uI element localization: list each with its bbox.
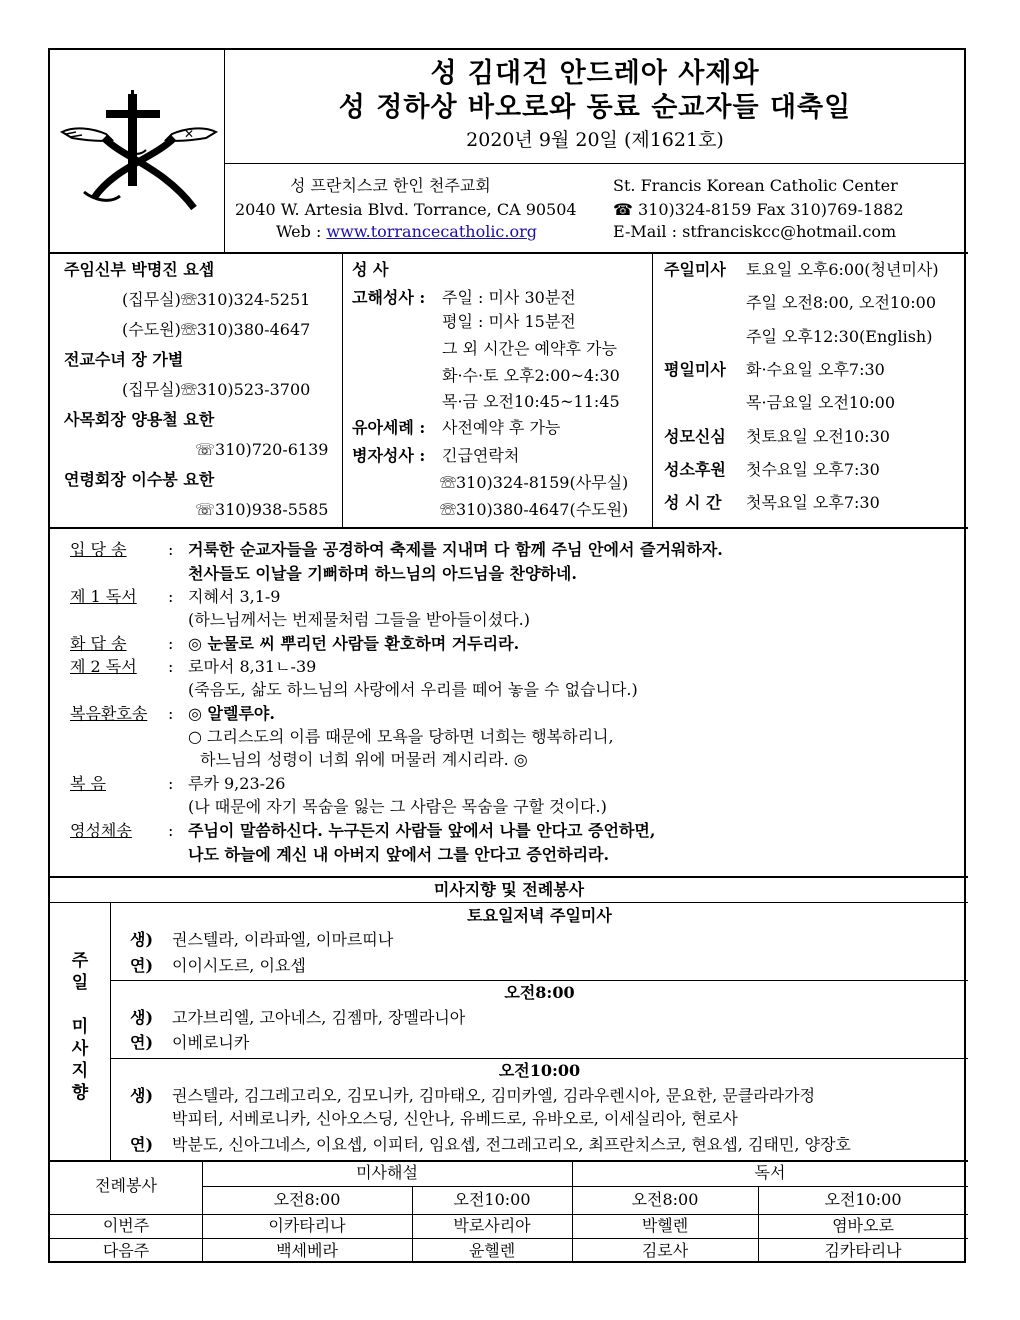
sick-line: 긴급연락처 [442,446,520,465]
holy-hour-label: 성 시 간 [664,493,722,512]
baptism-label: 유아세례 : [352,418,426,437]
reading-line: 천사들도 이날을 기뻐하며 하느님의 아드님을 찬양하네. [188,564,577,583]
feast-title-line2: 성 정하상 바오로와 동료 순교자들 대축일 [338,92,852,123]
dead-label: 연) [130,1135,154,1154]
website-link[interactable]: www.torrancecatholic.org [326,222,537,241]
reading-line: 지혜서 3,1-9 [188,587,281,606]
baptism-text: 사전예약 후 가능 [442,418,561,437]
web-label: Web : [276,222,327,241]
church-logo [54,88,224,218]
reading-line: 하느님의 성령이 너희 위에 머물러 계시리라. ◎ [200,750,528,769]
intentions-heading: 미사지향 및 전례봉사 [433,880,585,899]
reading-sep: : [168,634,174,653]
reading-line: 로마서 8,31ㄴ-39 [188,657,317,676]
reading-line: ◎ 알렐루야. [188,704,275,723]
senior-chair-phone: ☏310)938-5585 [195,500,329,519]
server-name: 김로사 [641,1241,689,1260]
intentions-side-label: 주 일 미 사 지 향 [71,951,89,1103]
sister-name: 전교수녀 장 가별 [64,350,184,369]
bulletin-page [48,48,966,1263]
church-web [276,222,537,242]
pastor-name: 주임신부 박명진 요셉 [64,260,215,279]
living-label: 생) [130,930,154,949]
reading-header: 독서 [754,1163,786,1182]
reading-label: 영성체송 [70,821,132,840]
sick-label: 병자성사 : [352,446,426,465]
weekday-mass-line: 화·수요일 오후7:30 [746,360,885,379]
sunday-mass-label: 주일미사 [664,260,726,279]
reading-label: 복음환호송 [70,704,148,723]
marian-text: 첫토요일 오전10:30 [746,427,890,446]
mass-title: 오전8:00 [504,983,575,1002]
reading-label: 화 답 송 [70,634,127,653]
reading-line: 거룩한 순교자들을 공경하여 축제를 지내며 다 함께 주님 안에서 즐거워하자. [188,540,723,559]
dead-names: 박분도, 신아그네스, 이요셉, 이피터, 임요셉, 전그레고리오, 최프란치스코, 현요셉, 김태민, 양장호 [172,1135,851,1154]
service-time: 오전8:00 [273,1190,341,1209]
living-names: 박피터, 서베로니카, 신아오스딩, 신안나, 유베드로, 유바오로, 이세실리아, 현로사 [172,1109,738,1128]
reading-line: (하느님께서는 번제물처럼 그들을 받아들이셨다.) [188,610,530,629]
feast-title-line1: 성 김대건 안드레아 사제와 [430,58,760,89]
council-chair-phone: ☏310)720-6139 [195,440,329,459]
mass-title: 토요일저녁 주일미사 [467,906,612,925]
week-label: 다음주 [102,1241,150,1260]
server-name: 이카타리나 [268,1216,346,1235]
reading-sep: : [168,704,174,723]
reading-line: (죽음도, 삶도 하느님의 사랑에서 우리를 떼어 놓을 수 없습니다.) [188,680,638,699]
sister-office-phone: (집무실)☏310)523-3700 [122,380,311,399]
service-time: 오전10:00 [824,1190,902,1209]
svg-text:✕: ✕ [184,127,195,141]
mass-title: 오전10:00 [498,1061,581,1080]
reading-sep: : [168,587,174,606]
patron-text: 첫수요일 오후7:30 [746,460,880,479]
holy-hour-text: 첫목요일 오후7:30 [746,493,880,512]
living-label: 생) [130,1086,154,1105]
sunday-mass-line: 토요일 오후6:00(청년미사) [746,260,939,279]
patron-label: 성소후원 [664,460,726,479]
reading-sep: : [168,821,174,840]
sunday-mass-line: 주일 오전8:00, 오전10:00 [746,293,937,312]
reading-sep: : [168,774,174,793]
cross-hands-icon [54,88,224,218]
reading-sep: : [168,657,174,676]
reading-line: ○ 그리스도의 이름 때문에 모욕을 당하면 너희는 행복하리니, [188,727,614,746]
service-time: 오전8:00 [631,1190,699,1209]
confession-line: 평일 : 미사 15분전 [442,312,576,331]
reading-label: 복 음 [70,774,106,793]
bulletin-date: 2020년 9월 20일 (제1621호) [466,129,724,151]
server-name: 백세베라 [276,1241,338,1260]
confession-line: 주일 : 미사 30분전 [442,288,576,307]
confession-line: 목·금 오전10:45~11:45 [442,392,620,411]
weekday-mass-label: 평일미사 [664,360,726,379]
sacraments-heading: 성 사 [352,260,389,279]
living-names: 권스텔라, 이라파엘, 이마르띠나 [172,930,394,949]
pastor-office-phone: (집무실)☏310)324-5251 [122,290,311,309]
weekday-mass-line: 목·금요일 오전10:00 [746,393,896,412]
server-name: 김카타리나 [824,1241,902,1260]
confession-line: 화·수·토 오후2:00~4:30 [442,366,620,385]
church-email: E-Mail : stfranciskcc@hotmail.com [613,222,897,241]
reading-sep: : [168,540,174,559]
reading-line: 주님이 말씀하신다. 누구든지 사람들 앞에서 나를 안다고 증언하면, [188,821,656,840]
sunday-mass-line: 주일 오후12:30(English) [746,327,933,346]
confession-label: 고해성사 : [352,288,426,307]
living-names: 권스텔라, 김그레고리오, 김모니카, 김마태오, 김미카엘, 김라우렌시아, 문요한, 문클라라가정 [172,1086,816,1105]
church-phone-fax: ☎ 310)324-8159 Fax 310)769-1882 [613,200,904,219]
church-address: 2040 W. Artesia Blvd. Torrance, CA 90504 [235,200,577,219]
church-name-ko: 성 프란치스코 한인 천주교회 [290,176,491,195]
server-name: 박로사리아 [453,1216,531,1235]
reading-line: 나도 하늘에 계신 내 아버지 앞에서 그를 안다고 증언하리라. [188,845,610,864]
dead-label: 연) [130,956,154,975]
dead-names: 이베로니카 [172,1033,250,1052]
server-name: 염바오로 [832,1216,894,1235]
reading-label: 제 1 독서 [70,587,137,606]
week-label: 이번주 [102,1216,150,1235]
sick-line: ☏310)380-4647(수도원) [440,500,629,519]
service-label: 전례봉사 [95,1176,157,1195]
reading-line: ◎ 눈물로 씨 뿌리던 사람들 환호하며 거두리라. [188,634,520,653]
commentary-header: 미사해설 [356,1163,418,1182]
reading-label: 입 당 송 [70,540,127,559]
marian-label: 성모신심 [664,427,726,446]
living-names: 고가브리엘, 고아네스, 김젬마, 장멜라니아 [172,1008,466,1027]
church-name-en: St. Francis Korean Catholic Center [613,176,898,195]
reading-line: (나 때문에 자기 목숨을 잃는 그 사람은 목숨을 구할 것이다.) [188,797,607,816]
living-label: 생) [130,1008,154,1027]
service-time: 오전10:00 [453,1190,531,1209]
senior-chair-name: 연령회장 이수봉 요한 [64,470,215,489]
reading-label: 제 2 독서 [70,657,137,676]
sick-line: ☏310)324-8159(사무실) [440,473,629,492]
dead-label: 연) [130,1033,154,1052]
council-chair-name: 사목회장 양용철 요한 [64,410,215,429]
server-name: 윤헬렌 [468,1241,516,1260]
confession-line: 그 외 시간은 예약후 가능 [442,339,617,358]
server-name: 박헬렌 [641,1216,689,1235]
reading-line: 루카 9,23-26 [188,774,286,793]
dead-names: 이이시도르, 이요셉 [172,956,306,975]
pastor-rectory-phone: (수도원)☏310)380-4647 [122,320,311,339]
